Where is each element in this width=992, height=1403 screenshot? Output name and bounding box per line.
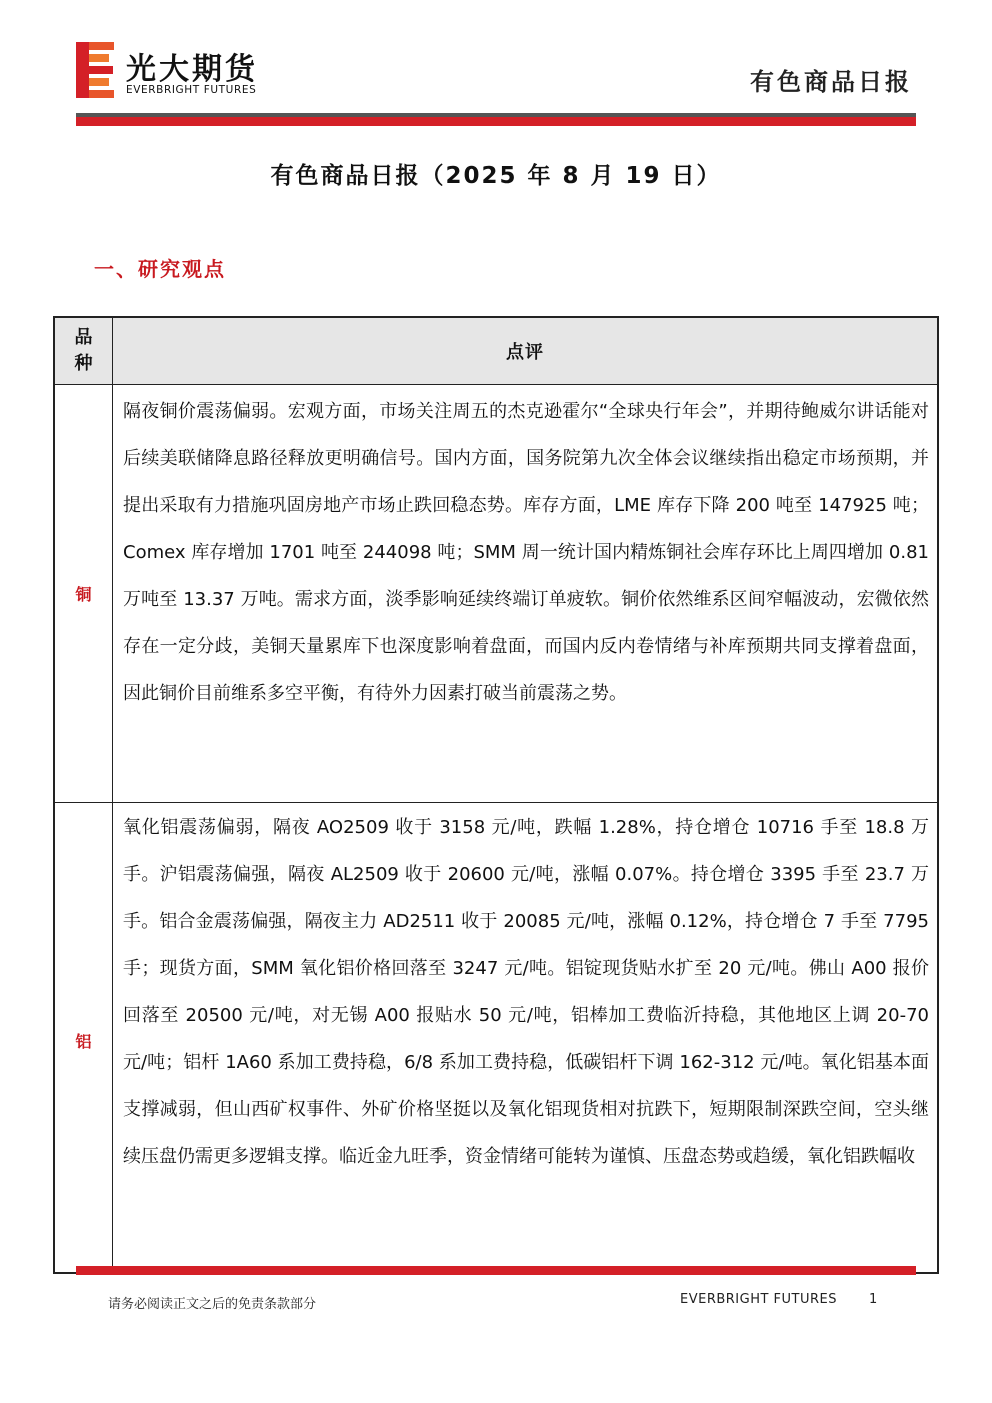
section-heading: 一、研究观点 <box>94 257 226 281</box>
category-copper: 铜 <box>75 584 92 604</box>
everbright-logo-mark <box>76 42 116 98</box>
footer-divider-red <box>76 1266 916 1275</box>
page-number: 1 <box>869 1292 878 1307</box>
footer-brand: EVERBRIGHT FUTURES <box>680 1292 838 1307</box>
category-cell <box>55 803 113 1274</box>
aluminum-comment: 氧化铝震荡偏弱，隔夜 AO2509 收于 3158 元/吨，跌幅 1.28%，持仓增仓 10716 手至 18.8 万手。沪铝震荡偏强，隔夜 AL2509 收于 20600 元/吨，涨幅 0.07%。持仓增仓 3395 手至 23.7 万手。铝合金震荡偏强，隔夜主力 AD2511 收于 20085 元/吨，涨幅 0.12%，持仓增仓 7 手至 7795 手；现货方面，SMM 氧化铝价格回落至 3247 元/吨。铝锭现货贴水扩至 20 元/吨。佛山 A00 报价回落至 20500 元/吨，对无锡 A00 报贴水 50 元/吨，铝棒加工费临沂持稳，其他地区上调 20-70 元/吨；铝杆 1A60 系加工费持稳，6/8 系加工费持稳，低碳铝杆下调 162-312 元/吨。氧化铝基本面支撑减弱，但山西矿权事件、外矿价格坚挺以及氧化铝现货相对抗跌下，短期限制深跌空间，空头继续压盘仍需更多逻辑支撑。临近金九旺季，资金情绪可能转为谨慎、压盘态势或趋缓，氧化铝跌幅收 <box>123 817 929 1167</box>
logo-chinese-name: 光大期货 <box>126 52 258 87</box>
company-logo <box>76 42 296 102</box>
category-header-char: 种 <box>74 353 93 374</box>
comment-header-cell: 点评 <box>506 342 544 363</box>
category-cell <box>55 384 113 802</box>
table-row <box>55 803 937 1274</box>
table-header-row <box>55 318 937 385</box>
footer-disclaimer: 请务必阅读正文之后的免责条款部分 <box>108 1297 317 1312</box>
document-title: 有色商品日报（2025 年 8 月 19 日） <box>270 163 722 189</box>
category-aluminum: 铝 <box>75 1032 92 1051</box>
comment-cell <box>113 384 937 802</box>
category-header-cell <box>55 318 113 384</box>
copper-comment: 隔夜铜价震荡偏弱。宏观方面，市场关注周五的杰克逊霍尔“全球央行年会”，并期待鲍威尔讲话能对后续美联储降息路径释放更明确信号。国内方面，国务院第九次全体会议继续指出稳定市场预期，并提出采取有力措施巩固房地产市场止跌回稳态势。库存方面，LME 库存下降 200 吨至 147925 吨；Comex 库存增加 1701 吨至 244098 吨；SMM 周一统计国内精炼铜社会库存环比上周四增加 0.81 万吨至 13.37 万吨。需求方面，淡季影响延续终端订单疲软。铜价依然维系区间窄幅波动，宏微依然存在一定分歧，美铜天量累库下也深度影响着盘面，而国内反内卷情绪与补库预期共同支撑着盘面，因此铜价目前维系多空平衡，有待外力因素打破当前震荡之势。 <box>123 401 929 704</box>
logo-english-name: EVERBRIGHT FUTURES <box>126 84 257 96</box>
header-divider-red <box>76 117 916 126</box>
category-header-char: 品 <box>74 327 93 348</box>
comment-cell <box>113 803 937 1274</box>
header-report-title: 有色商品日报 <box>750 68 912 96</box>
table-row <box>55 384 937 803</box>
commodity-table <box>53 316 939 1274</box>
